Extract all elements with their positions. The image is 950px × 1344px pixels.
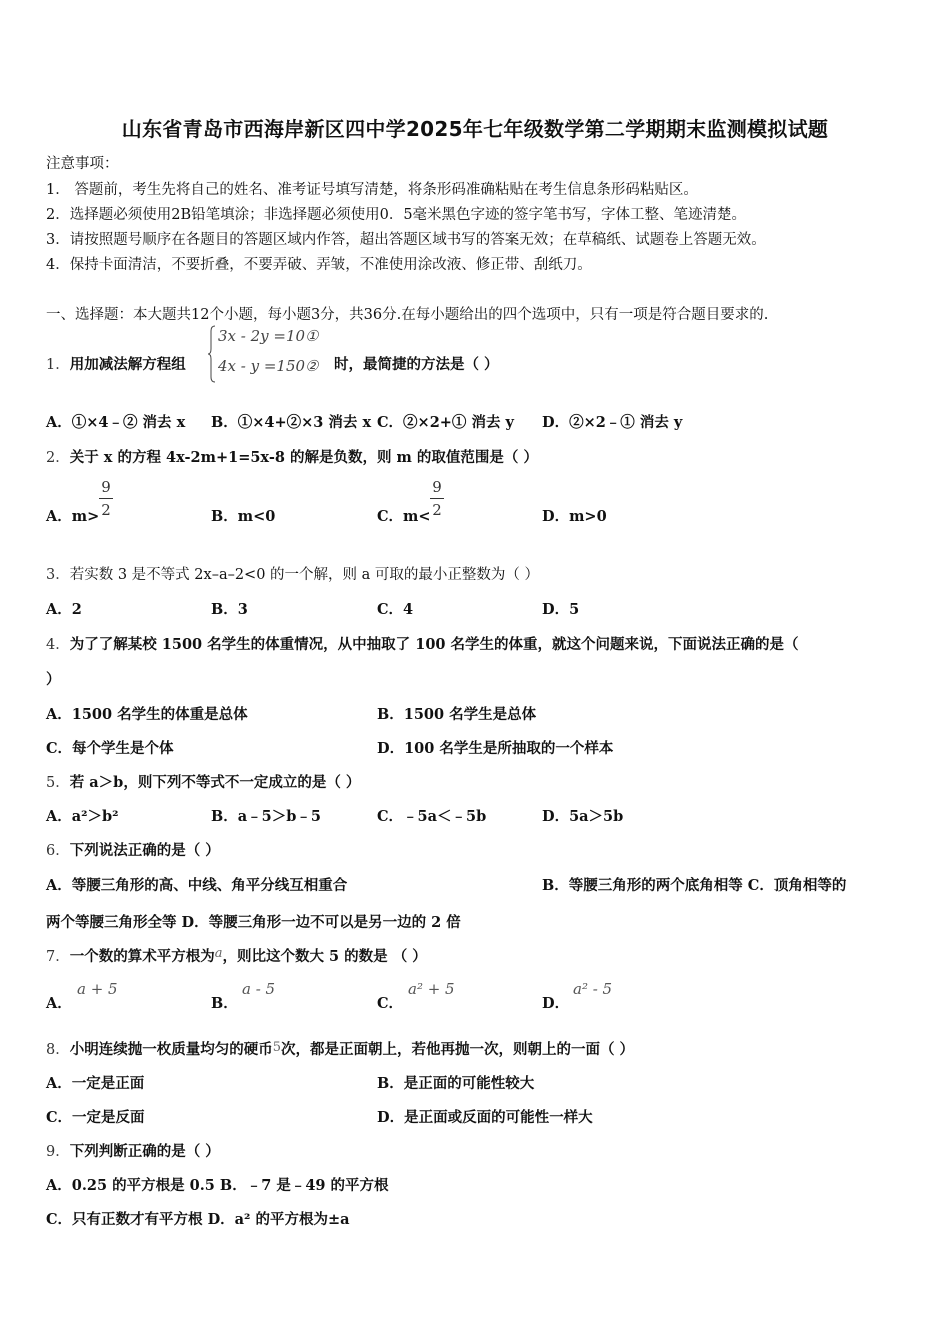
q3-option-d: D．5: [542, 601, 580, 618]
q9-options-c-d: C．只有正数才有平方根 D．a² 的平方根为±a: [46, 1211, 350, 1228]
q2-option-c: C．m<: [377, 508, 431, 525]
q8-option-b: B．是正面的可能性较大: [377, 1075, 535, 1092]
equation-system: [208, 325, 334, 385]
equation-2: 4x - y =150②: [218, 357, 319, 375]
q6-option-c-d: 两个等腰三角形全等 D．等腰三角形一边不可以是另一边的 2 倍: [46, 914, 461, 931]
q1-option-d: D．②×2﹣① 消去 y: [542, 414, 683, 431]
q4-option-d: D．100 名学生是所抽取的一个样本: [377, 740, 614, 757]
page-title: 山东省青岛市西海岸新区四中学2025年七年级数学第二学期期末监测模拟试题: [121, 117, 829, 141]
q9-options-a-b: A．0.25 的平方根是 0.5 B．﹣7 是﹣49 的平方根: [46, 1177, 389, 1194]
q7-option-c-label: C．: [377, 995, 404, 1012]
q8-option-a: A．一定是正面: [46, 1075, 145, 1092]
q4-option-c: C．每个学生是个体: [46, 740, 174, 757]
q7-option-b-label: B．: [211, 995, 238, 1012]
q3-option-a: A．2: [46, 601, 82, 618]
question-9-stem: 9．下列判断正确的是（ ）: [46, 1143, 220, 1160]
notice-item-4: 4．保持卡面清洁，不要折叠，不要弄破、弄皱，不准使用涂改液、修正带、刮纸刀。: [46, 257, 592, 273]
q7-option-a-expr: a + 5: [77, 980, 118, 998]
q3-option-b: B．3: [211, 601, 248, 618]
q7-option-a-label: A．: [46, 995, 72, 1012]
q1-option-a: A．①×4﹣② 消去 x: [46, 414, 186, 431]
q7-option-d-expr: a² - 5: [573, 980, 613, 998]
question-number: 1．: [46, 357, 70, 373]
fraction-nine-halves: 9 2: [430, 478, 444, 519]
q2-option-a: A．m>: [46, 508, 100, 525]
q5-option-d: D．5a＞5b: [542, 808, 624, 825]
notice-item-1: 1． 答题前，考生先将自己的姓名、准考证号填写清楚，将条形码准确粘贴在考生信息条形码粘贴区。: [46, 182, 698, 198]
question-4-stem: 4．为了了解某校 1500 名学生的体重情况，从中抽取了 100 名学生的体重，就这个问题来说，下面说法正确的是（: [46, 636, 799, 653]
q2-option-b: B．m<0: [211, 508, 276, 525]
question-3-stem: 3．若实数 3 是不等式 2x–a–2<0 的一个解，则 a 可取的最小正整数为（ ）: [46, 567, 540, 583]
question-4-stem-cont: ）: [46, 671, 61, 688]
question-2-stem: 2．关于 x 的方程 4x-2m+1=5x-8 的解是负数，则 m 的取值范围是（ ）: [46, 449, 538, 466]
q7-option-d-label: D．: [542, 995, 570, 1012]
q6-option-b-c: B．等腰三角形的两个底角相等 C．顶角相等的: [542, 877, 847, 894]
question-8-stem: 8．小明连续抛一枚质量均匀的硬币5次，都是正面朝上，若他再抛一次，则朝上的一面（ ）: [46, 1040, 635, 1058]
q5-option-a: A．a²＞b²: [46, 808, 119, 825]
q1-option-b: B．①×4+②×3 消去 x: [211, 414, 372, 431]
question-6-stem: 6．下列说法正确的是（ ）: [46, 842, 220, 859]
q4-option-b: B．1500 名学生是总体: [377, 706, 537, 723]
q3-option-c: C．4: [377, 601, 414, 618]
q6-option-a: A．等腰三角形的高、中线、角平分线互相重合: [46, 877, 348, 894]
q8-option-c: C．一定是反面: [46, 1109, 145, 1126]
q2-option-d: D．m>0: [542, 508, 607, 525]
section-heading: 一、选择题：本大题共12个小题，每小题3分，共36分.在每小题给出的四个选项中，只有一项是符合题目要求的.: [46, 307, 769, 323]
question-5-stem: 5．若 a＞b，则下列不等式不一定成立的是（ ）: [46, 774, 361, 791]
notice-item-3: 3．请按照题号顺序在各题目的答题区域内作答，超出答题区域书写的答案无效；在草稿纸、试题卷上答题无效。: [46, 232, 766, 248]
brace-icon: [208, 325, 216, 383]
q4-option-a: A．1500 名学生的体重是总体: [46, 706, 248, 723]
fraction-nine-halves: 9 2: [99, 478, 113, 519]
q5-option-b: B．a﹣5＞b﹣5: [211, 808, 321, 825]
question-1-stem-end: 时，最简捷的方法是（ ）: [334, 356, 499, 373]
equation-1: 3x - 2y =10①: [218, 327, 319, 345]
q8-option-d: D．是正面或反面的可能性一样大: [377, 1109, 593, 1126]
question-7-stem: 7．一个数的算术平方根为a，则比这个数大 5 的数是 （ ）: [46, 946, 427, 965]
question-1-stem: 1．用加减法解方程组: [46, 356, 186, 373]
q1-option-c: C．②×2+① 消去 y: [377, 414, 514, 431]
q7-option-c-expr: a² + 5: [408, 980, 455, 998]
notice-item-2: 2．选择题必须使用2B铅笔填涂；非选择题必须使用0．5毫米黑色字迹的签字笔书写，字体工整、笔迹清楚。: [46, 207, 747, 223]
q5-option-c: C．﹣5a＜﹣5b: [377, 808, 487, 825]
notice-heading: 注意事项：: [46, 156, 119, 172]
q7-option-b-expr: a - 5: [242, 980, 276, 998]
